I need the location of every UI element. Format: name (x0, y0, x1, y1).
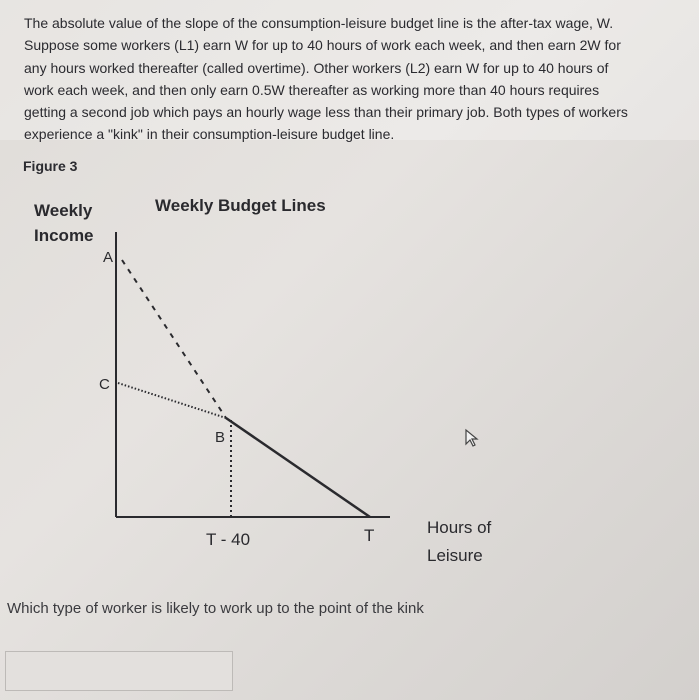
question-line-1: The absolute value of the slope of the consumption-leisure budget line is the after-tax wage, W. (24, 15, 614, 31)
budget-line-segment-a-b (122, 260, 226, 418)
x-axis-label-hours-of: Hours of (427, 518, 492, 537)
y-axis-label-weekly: Weekly (34, 201, 93, 220)
answer-input[interactable] (5, 651, 233, 691)
figure-label: Figure 3 (23, 158, 78, 174)
budget-line-segment-c-b (118, 383, 226, 418)
budget-line-segment-b-t (226, 418, 370, 517)
point-label-b: B (215, 429, 226, 446)
mouse-pointer-icon (464, 428, 480, 448)
point-label-c: C (99, 376, 110, 393)
x-tick-t-minus-40: T - 40 (206, 530, 251, 549)
question-line-5: getting a second job which pays an hourly wage less than their primary job. Both types of workers (24, 104, 628, 120)
x-tick-t: T (364, 526, 375, 545)
question-line-3: any hours worked thereafter (called overtime). Other workers (L2) earn W for up to 40 hours of (24, 60, 609, 76)
chart-title: Weekly Budget Lines (155, 196, 326, 215)
question-line-6: experience a "kink" in their consumption-leisure budget line. (24, 126, 395, 142)
question-line-2: Suppose some workers (L1) earn W for up to 40 hours of work each week, and then earn 2W for (24, 37, 621, 53)
y-axis-label-income: Income (34, 226, 94, 245)
question-prompt: Which type of worker is likely to work up to the point of the kink (7, 600, 424, 617)
question-line-4: work each week, and then only earn 0.5W thereafter as working more than 40 hours requires (24, 82, 600, 98)
x-axis-label-leisure: Leisure (427, 546, 483, 565)
point-label-a: A (103, 249, 114, 266)
